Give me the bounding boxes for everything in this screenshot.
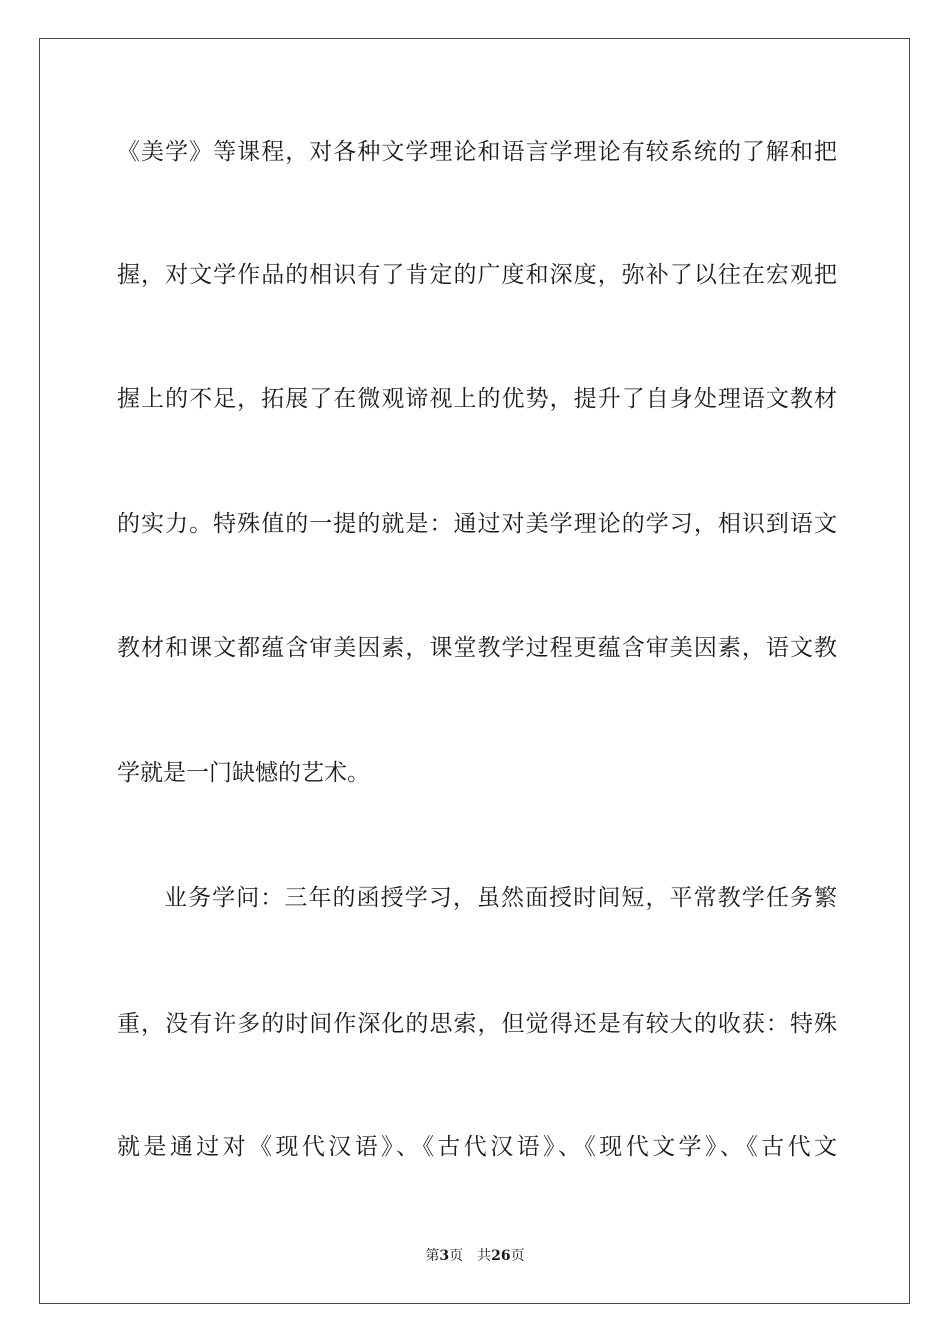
page-number: 3 xyxy=(439,1248,450,1264)
total-prefix: 共 xyxy=(477,1248,492,1264)
page-border xyxy=(39,38,910,1304)
body-text-line: 握，对文学作品的相识有了肯定的广度和深度，弥补了以往在宏观把 xyxy=(117,262,837,288)
total-pages: 26 xyxy=(491,1248,511,1264)
body-text-line: 的实力。特殊值的一提的就是：通过对美学理论的学习，相识到语文 xyxy=(117,511,837,537)
body-text-line: 教材和课文都蕴含审美因素，课堂教学过程更蕴含审美因素，语文教 xyxy=(117,635,837,661)
page-suffix: 页 xyxy=(449,1248,464,1264)
body-text-line: 《美学》等课程，对各种文学理论和语言学理论有较系统的了解和把 xyxy=(117,139,837,165)
body-text-line: 学就是一门缺憾的艺术。 xyxy=(117,760,370,786)
body-text-line: 重，没有许多的时间作深化的思索，但觉得还是有较大的收获：特殊 xyxy=(117,1011,837,1037)
body-text-line: 握上的不足，拓展了在微观谛视上的优势，提升了自身处理语文教材 xyxy=(117,386,837,412)
total-suffix: 页 xyxy=(510,1248,525,1264)
page-prefix: 第 xyxy=(425,1248,440,1264)
paragraph-start-line: 业务学问：三年的函授学习，虽然面授时间短，平常教学任务繁 xyxy=(164,885,837,911)
body-text-line: 就是通过对《现代汉语》、《古代汉语》、《现代文学》、《古代文 xyxy=(117,1134,837,1160)
page-footer xyxy=(0,1247,950,1265)
